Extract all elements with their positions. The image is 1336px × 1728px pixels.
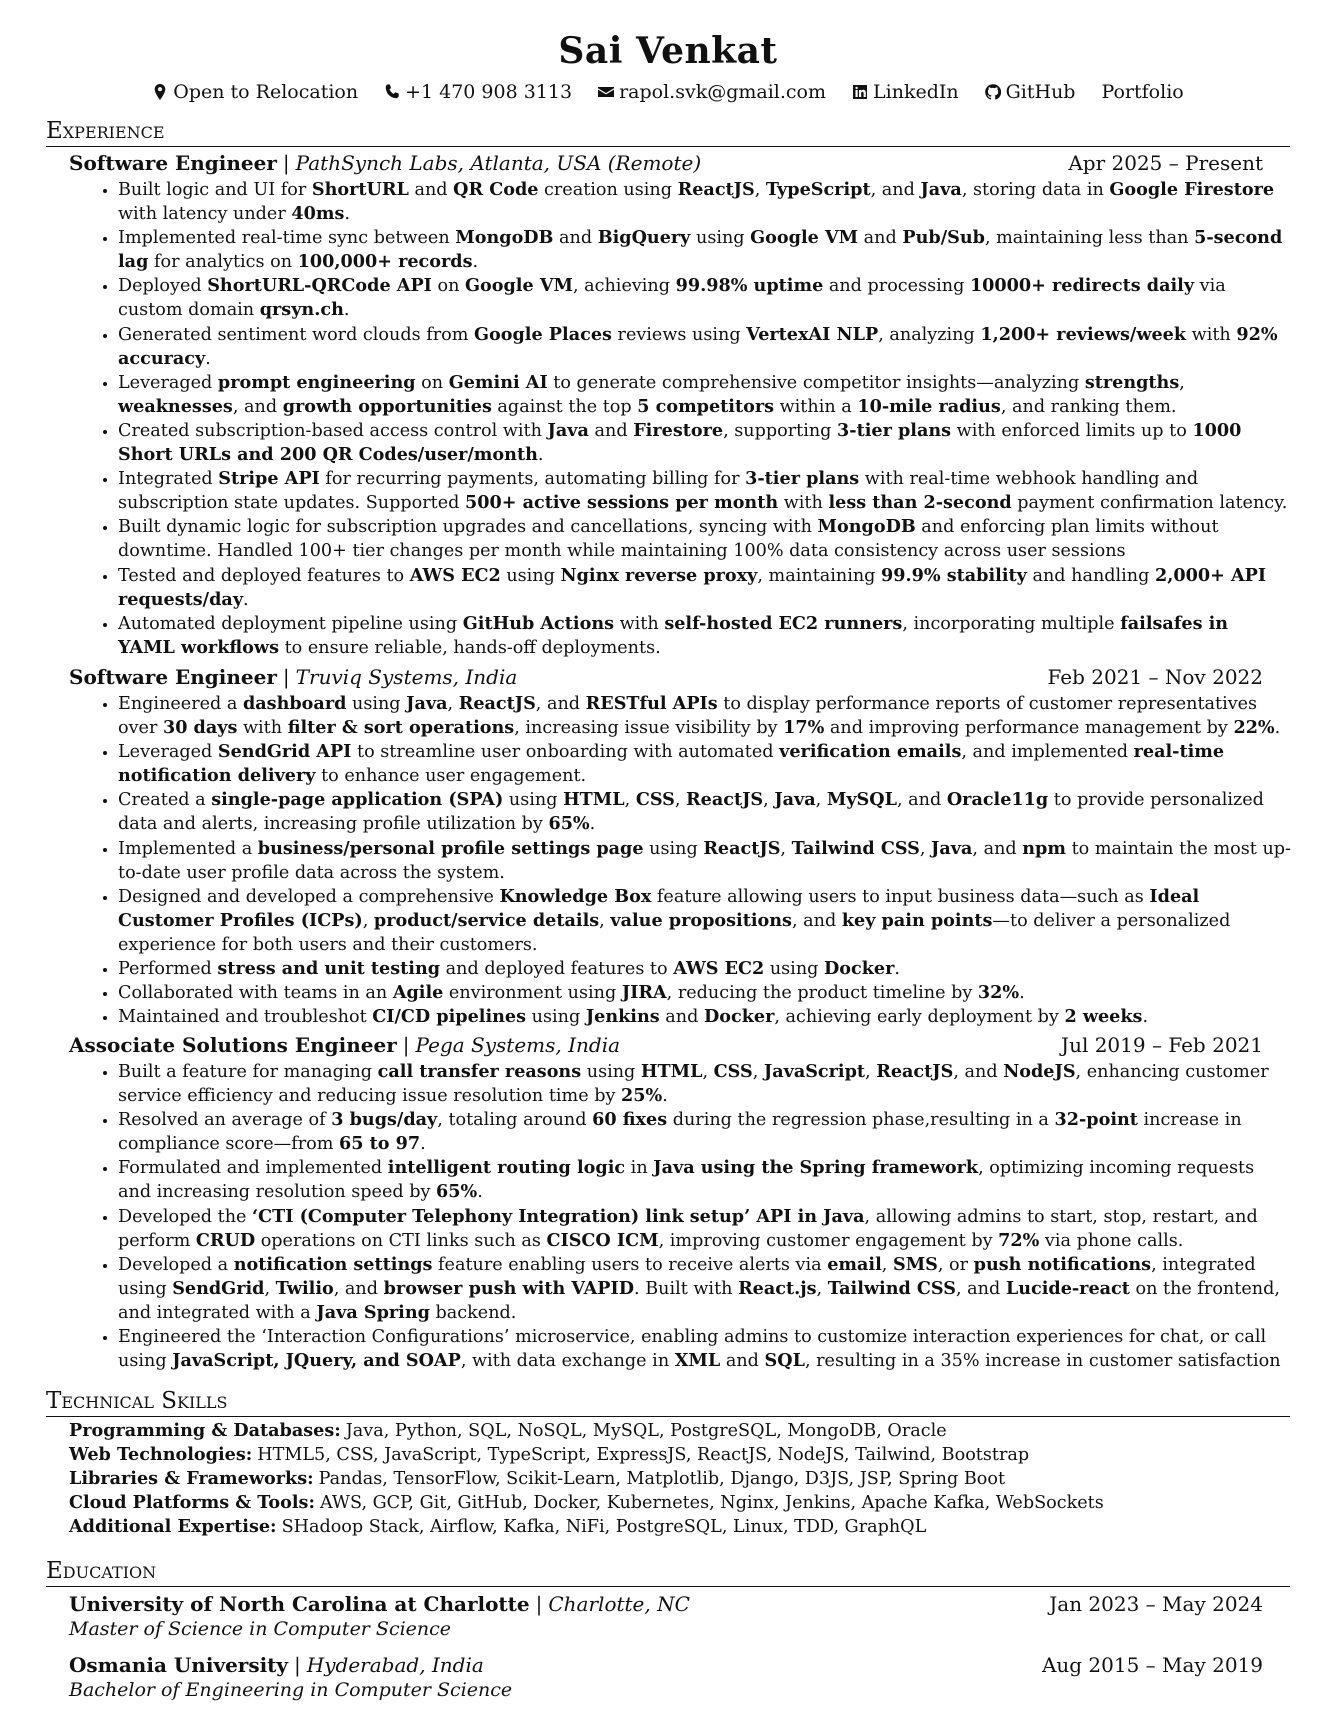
skill-value: SHadoop Stack, Airflow, Kafka, NiFi, PostgreSQL, Linux, TDD, GraphQL bbox=[281, 1517, 927, 1538]
job-role-org: Associate Solutions Engineer | Pega Systems, India bbox=[69, 1033, 621, 1057]
job-role-org: Software Engineer | PathSynch Labs, Atlanta, USA (Remote) bbox=[69, 151, 702, 175]
bullet-item: • Collaborated with teams in an Agile environment using JIRA, reducing the product timeline by 32%. bbox=[118, 981, 1291, 1005]
contact-location bbox=[152, 80, 358, 104]
contact-linkedin[interactable] bbox=[852, 80, 959, 104]
skills-heading: Technical Skills bbox=[46, 1387, 1290, 1417]
bullet-item: • Leveraged prompt engineering on Gemini AI to generate comprehensive competitor insights—analyzing strengths, weaknesses, and growth opportunities against the top 5 competitors within a 10-mile radius, and ranking them. bbox=[118, 371, 1291, 419]
bullet-item: • Maintained and troubleshot CI/CD pipelines using Jenkins and Docker, achieving early deployment by 2 weeks. bbox=[118, 1005, 1291, 1029]
phone-text: +1 470 908 3113 bbox=[405, 81, 573, 103]
envelope-icon bbox=[598, 84, 614, 100]
job-bullets bbox=[69, 178, 1291, 660]
job-bullets bbox=[69, 1060, 1291, 1373]
contact-bar bbox=[0, 80, 1336, 104]
bullet-item: • Built logic and UI for ShortURL and QR Code creation using ReactJS, TypeScript, and Java, storing data in Google Firestore with latency under 40ms. bbox=[118, 178, 1291, 226]
school-location: Charlotte, NC bbox=[548, 1592, 690, 1616]
contact-portfolio[interactable] bbox=[1101, 80, 1183, 104]
bullet-item: • Automated deployment pipeline using GitHub Actions with self-hosted EC2 runners, incorporating multiple failsafes in YAML workflows to ensure reliable, hands-off deployments. bbox=[118, 612, 1291, 660]
job-entry-pega bbox=[69, 1033, 1291, 1373]
bullet-item: • Built dynamic logic for subscription upgrades and cancellations, syncing with MongoDB and enforcing plan limits without downtime. Handled 100+ tier changes per month while maintaining 100% data consistency across user sessions bbox=[118, 515, 1291, 563]
skill-label: Libraries & Frameworks: bbox=[69, 1468, 314, 1490]
bullet-item: • Engineered the ‘Interaction Configurations’ microservice, enabling admins to customize interaction experiences for chat, or call using JavaScript, JQuery, and SOAP, with data exchange in XML and SQL, resulting in a 35% increase in customer satisfaction bbox=[118, 1325, 1291, 1373]
skill-row bbox=[69, 1515, 1291, 1539]
bullet-item: • Implemented a business/personal profile settings page using ReactJS, Tailwind CSS, Java, and npm to maintain the most up-to-date user profile data across the system. bbox=[118, 837, 1291, 885]
education-entry-osmania bbox=[69, 1653, 1291, 1703]
bullet-item: • Integrated Stripe API for recurring payments, automating billing for 3-tier plans with real-time webhook handling and subscription state updates. Supported 500+ active sessions per month with less than 2-second payment confirmation latency. bbox=[118, 467, 1291, 515]
github-link: GitHub bbox=[1005, 81, 1076, 103]
school-name: University of North Carolina at Charlotte bbox=[69, 1592, 530, 1616]
bullet-item: • Engineered a dashboard using Java, ReactJS, and RESTful APIs to display performance reports of customer representatives over 30 days with filter & sort operations, increasing issue visibility by 17% and improving performance management by 22%. bbox=[118, 692, 1291, 740]
bullet-item: • Generated sentiment word clouds from Google Places reviews using VertexAI NLP, analyzing 1,200+ reviews/week with 92% accuracy. bbox=[118, 323, 1291, 371]
bullet-item: • Leveraged SendGrid API to streamline user onboarding with automated verification emails, and implemented real-time notification delivery to enhance user engagement. bbox=[118, 740, 1291, 788]
education-heading: Education bbox=[46, 1557, 1290, 1587]
job-title: Associate Solutions Engineer bbox=[69, 1033, 397, 1057]
job-header bbox=[69, 665, 1291, 690]
education-header bbox=[69, 1653, 1291, 1678]
job-title: Software Engineer bbox=[69, 151, 277, 175]
bullet-item: • Developed a notification settings feature enabling users to receive alerts via email, SMS, or push notifications, integrated using SendGrid, Twilio, and browser push with VAPID. Built with React.js, Tailwind CSS, and Lucide-react on the frontend, and integrated with a Java Spring backend. bbox=[118, 1253, 1291, 1325]
location-text: Open to Relocation bbox=[173, 81, 359, 103]
linkedin-link: LinkedIn bbox=[873, 81, 959, 103]
job-org: PathSynch Labs, Atlanta, USA (Remote) bbox=[295, 151, 702, 175]
bullet-item: • Resolved an average of 3 bugs/day, totaling around 60 fixes during the regression phase,resulting in a 32-point increase in compliance score—from 65 to 97. bbox=[118, 1108, 1291, 1156]
candidate-name: Sai Venkat bbox=[558, 30, 778, 72]
skill-row bbox=[69, 1491, 1291, 1515]
skill-label: Web Technologies: bbox=[69, 1444, 253, 1466]
skill-label: Programming & Databases: bbox=[69, 1420, 341, 1441]
skill-row bbox=[69, 1467, 1291, 1491]
education-school-location: University of North Carolina at Charlotte | Charlotte, NC bbox=[69, 1592, 690, 1616]
contact-email[interactable] bbox=[598, 80, 826, 104]
phone-icon bbox=[384, 84, 400, 100]
job-bullets bbox=[69, 692, 1291, 1029]
job-dates: Jul 2019 – Feb 2021 bbox=[1061, 1033, 1263, 1057]
bullet-item: • Developed the ‘CTI (Computer Telephony Integration) link setup’ API in Java, allowing admins to start, stop, restart, and perform CRUD operations on CTI links such as CISCO ICM, improving customer engagement by 72% via phone calls. bbox=[118, 1205, 1291, 1253]
experience-heading: Experience bbox=[46, 117, 1290, 147]
job-title: Software Engineer bbox=[69, 665, 277, 689]
school-name: Osmania University bbox=[69, 1653, 289, 1677]
education-school-location: Osmania University | Hyderabad, India bbox=[69, 1653, 484, 1677]
bullet-item: • Tested and deployed features to AWS EC2 using Nginx reverse proxy, maintaining 99.9% stability and handling 2,000+ API requests/day. bbox=[118, 564, 1291, 612]
bullet-item: • Designed and developed a comprehensive Knowledge Box feature allowing users to input business data—such as Ideal Customer Profiles (ICPs), product/service details, value propositions, and key pain points—to deliver a personalized experience for both users and their customers. bbox=[118, 885, 1291, 957]
job-entry-pathsynch bbox=[69, 151, 1291, 660]
skill-label: Additional Expertise: bbox=[69, 1516, 277, 1538]
map-pin-icon bbox=[152, 84, 168, 100]
contact-phone[interactable] bbox=[384, 80, 572, 104]
bullet-item: • Created subscription-based access control with Java and Firestore, supporting 3-tier plans with enforced limits up to 1000 Short URLs and 200 QR Codes/user/month. bbox=[118, 419, 1291, 467]
degree: Master of Science in Computer Science bbox=[69, 1618, 452, 1640]
education-dates: Jan 2023 – May 2024 bbox=[1049, 1592, 1263, 1616]
skill-value: AWS, GCP, Git, GitHub, Docker, Kubernetes, Nginx, Jenkins, Apache Kafka, WebSockets bbox=[319, 1493, 1104, 1514]
skill-value: Java, Python, SQL, NoSQL, MySQL, PostgreSQL, MongoDB, Oracle bbox=[345, 1421, 947, 1441]
skills-list bbox=[69, 1419, 1291, 1539]
job-dates: Apr 2025 – Present bbox=[1068, 151, 1263, 175]
linkedin-icon bbox=[852, 84, 868, 100]
job-role-org: Software Engineer | Truviq Systems, India bbox=[69, 665, 518, 689]
bullet-item: • Deployed ShortURL-QRCode API on Google VM, achieving 99.98% uptime and processing 10000+ redirects daily via custom domain qrsyn.ch. bbox=[118, 274, 1291, 322]
bullet-item: • Formulated and implemented intelligent routing logic in Java using the Spring framework, optimizing incoming requests and increasing resolution speed by 65%. bbox=[118, 1156, 1291, 1204]
education-dates: Aug 2015 – May 2019 bbox=[1041, 1653, 1263, 1677]
email-link: rapol.svk@gmail.com bbox=[619, 81, 827, 103]
education-entry-uncc bbox=[69, 1592, 1291, 1642]
bullet-item: • Performed stress and unit testing and deployed features to AWS EC2 using Docker. bbox=[118, 957, 1291, 981]
skill-label: Cloud Platforms & Tools: bbox=[69, 1492, 315, 1514]
resume-header bbox=[0, 30, 1336, 104]
school-location: Hyderabad, India bbox=[306, 1653, 484, 1677]
skill-row bbox=[69, 1443, 1291, 1467]
bullet-item: • Created a single-page application (SPA) using HTML, CSS, ReactJS, Java, MySQL, and Oracle11g to provide personalized data and alerts, increasing profile utilization by 65%. bbox=[118, 788, 1291, 836]
skill-value: Pandas, TensorFlow, Scikit-Learn, Matplotlib, Django, D3JS, JSP, Spring Boot bbox=[318, 1469, 1006, 1490]
portfolio-link: Portfolio bbox=[1101, 81, 1184, 103]
job-dates: Feb 2021 – Nov 2022 bbox=[1047, 665, 1263, 689]
job-header bbox=[69, 151, 1291, 176]
education-header bbox=[69, 1592, 1291, 1617]
job-header bbox=[69, 1033, 1291, 1058]
contact-github[interactable] bbox=[985, 80, 1076, 104]
job-org: Pega Systems, India bbox=[415, 1033, 621, 1057]
skill-value: HTML5, CSS, JavaScript, TypeScript, ExpressJS, ReactJS, NodeJS, Tailwind, Bootstrap bbox=[257, 1445, 1030, 1466]
github-icon bbox=[985, 84, 1001, 100]
skill-row bbox=[69, 1419, 1291, 1443]
job-org: Truviq Systems, India bbox=[295, 665, 518, 689]
bullet-item: • Implemented real-time sync between MongoDB and BigQuery using Google VM and Pub/Sub, maintaining less than 5-second lag for analytics on 100,000+ records. bbox=[118, 226, 1291, 274]
job-entry-truviq bbox=[69, 665, 1291, 1029]
degree: Bachelor of Engineering in Computer Science bbox=[69, 1679, 513, 1701]
bullet-item: • Built a feature for managing call transfer reasons using HTML, CSS, JavaScript, ReactJS, and NodeJS, enhancing customer service efficiency and reducing issue resolution time by 25%. bbox=[118, 1060, 1291, 1108]
